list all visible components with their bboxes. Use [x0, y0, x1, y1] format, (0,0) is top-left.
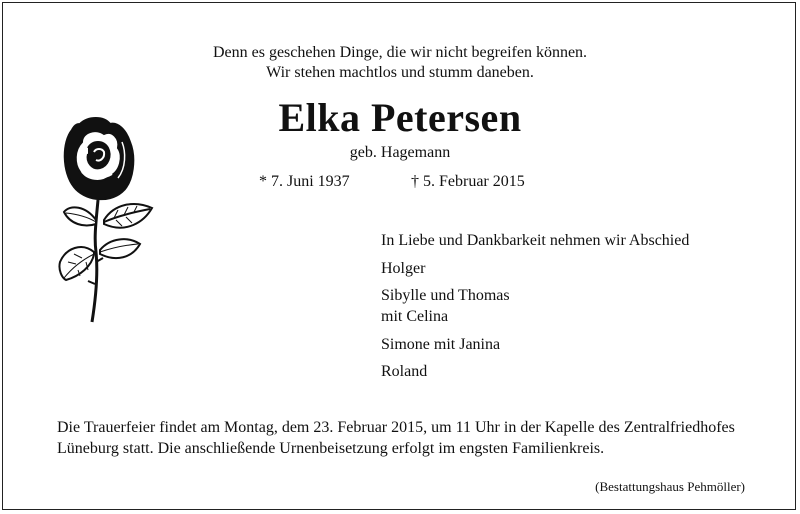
birth-date: * 7. Juni 1937: [259, 173, 350, 190]
farewell-text: In Liebe und Dankbarkeit nehmen wir Abschied: [381, 232, 690, 249]
death-date: † 5. Februar 2015: [411, 173, 525, 190]
family-member: mit Celina: [381, 308, 449, 325]
family-member: Sibylle und Thomas: [381, 287, 510, 304]
quote-line-2: Wir stehen machtlos und stumm daneben.: [266, 64, 534, 81]
deceased-name: Elka Petersen: [278, 95, 522, 140]
family-member: Roland: [381, 363, 428, 380]
maiden-name: geb. Hagemann: [349, 144, 451, 161]
rose-icon: [52, 112, 162, 327]
funeral-notice: Die Trauerfeier findet am Montag, dem 23. Februar 2015, um 11 Uhr in der Kapelle des Zentralfriedhofes Lüneburg statt. Die anschließende Urnenbeisetzung erfolgt im engsten Familienkreis.: [57, 419, 735, 457]
family-member: Holger: [381, 260, 426, 277]
family-member: Simone mit Janina: [381, 336, 501, 353]
undertaker-credit: (Bestattungshaus Pehmöller): [595, 479, 745, 494]
quote-line-1: Denn es geschehen Dinge, die wir nicht begreifen können.: [212, 44, 588, 61]
